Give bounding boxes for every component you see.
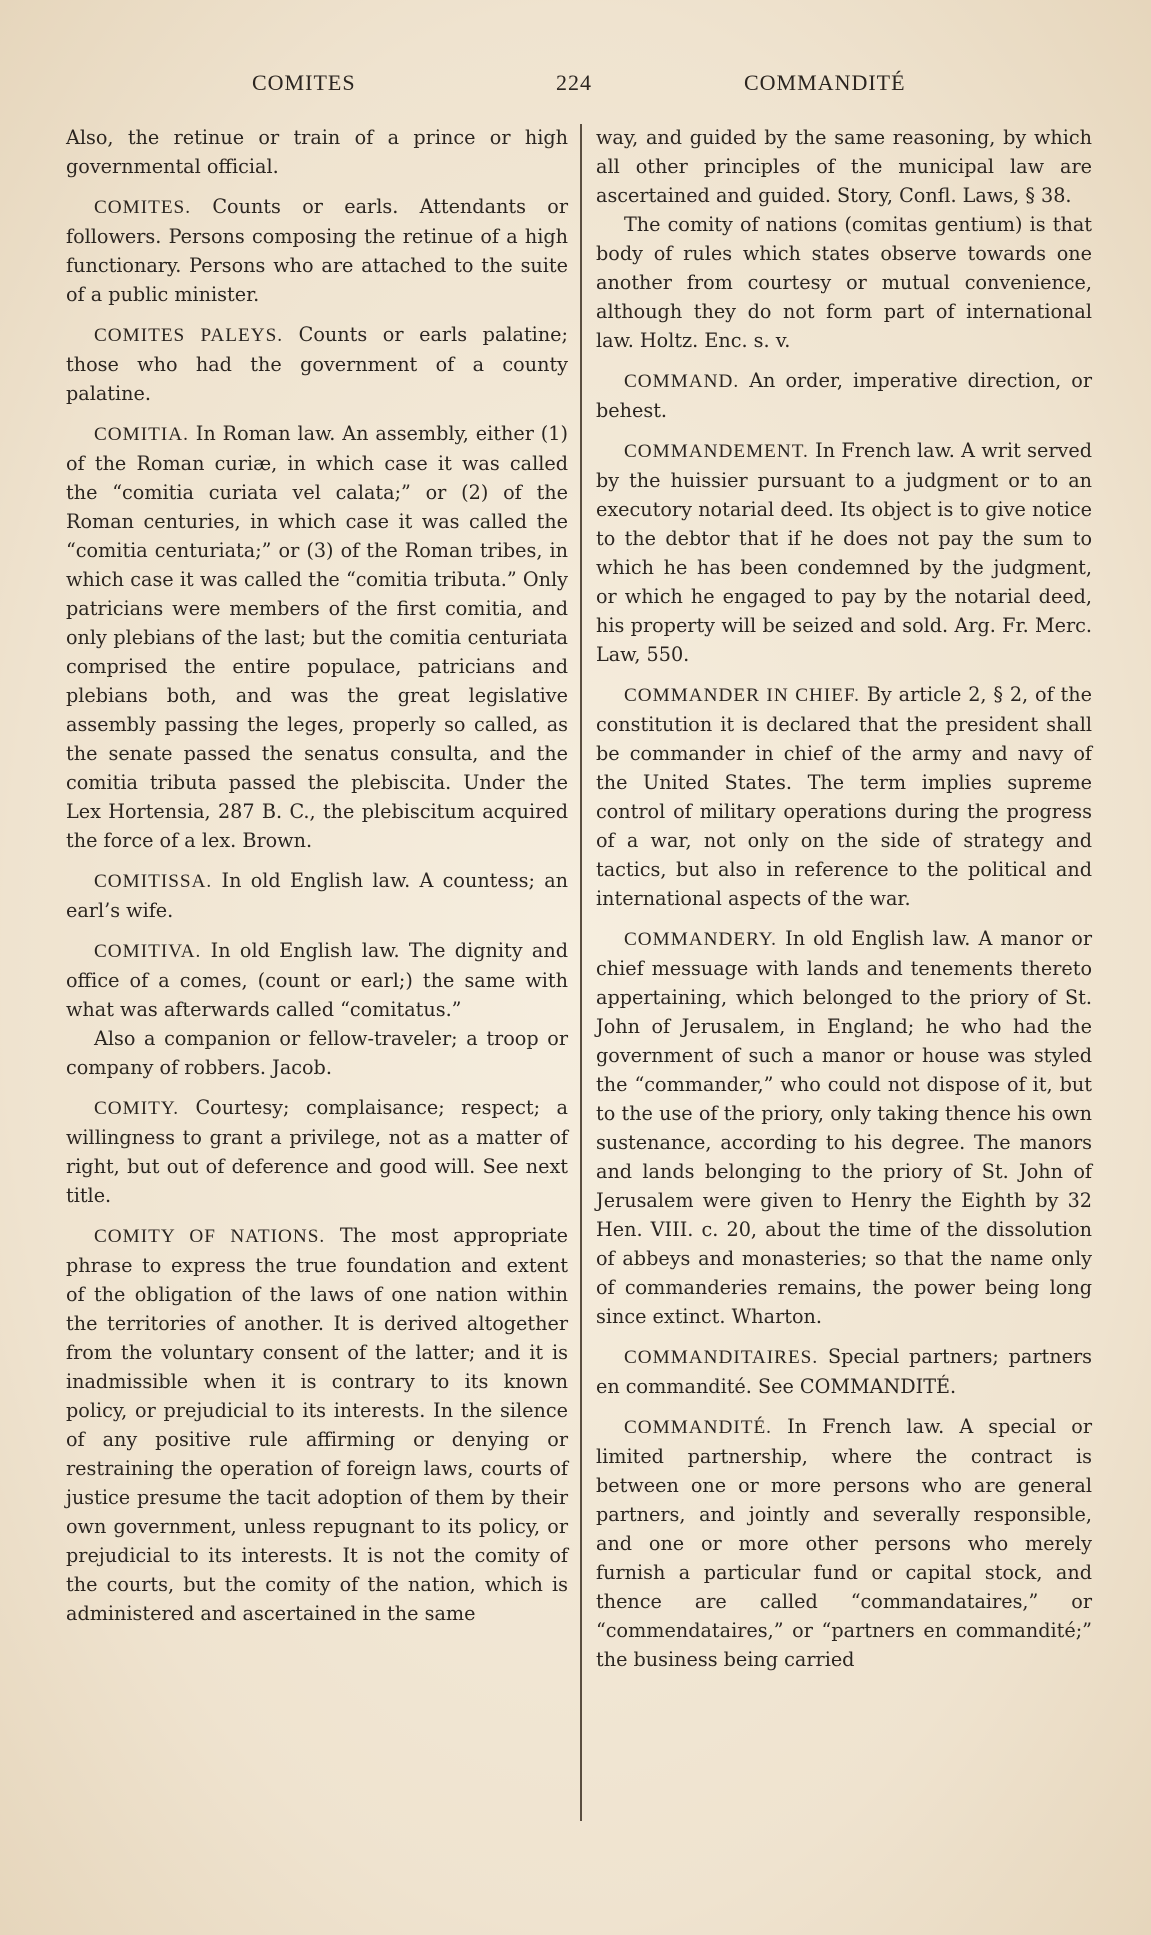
entry-text: An order, imperative direction, or behest. bbox=[596, 369, 1092, 422]
headword: COMITES. bbox=[94, 197, 192, 218]
running-header bbox=[66, 70, 1096, 104]
headword: COMITY OF NATIONS. bbox=[94, 1226, 326, 1247]
entry-text: Special partners; partners en commandité. See COMMANDITÉ. bbox=[596, 1345, 1092, 1398]
header-right-guideword: COMMANDITÉ bbox=[744, 70, 906, 95]
header-left-guideword: COMITES bbox=[252, 70, 356, 95]
entry-continuation bbox=[66, 1024, 568, 1082]
entry-continuation bbox=[596, 123, 1092, 210]
entry-commanditaires bbox=[596, 1342, 1092, 1401]
entry-text: Counts or earls. Attendants or followers. Persons composing the retinue of a high functionary. Persons who are attached to the suite of a public minister. bbox=[66, 195, 568, 306]
entry-comitiva bbox=[66, 936, 568, 1024]
entry-text: way, and guided by the same reasoning, by which all other principles of the municipal law are ascertained and guided. Story, Confl. Laws, § 38. bbox=[596, 126, 1092, 207]
entry-paragraph bbox=[596, 210, 1092, 355]
entry-text: The most appropriate phrase to express the true foundation and extent of the obligation of the laws of one nation within the territories of another. It is derived altogether from the voluntary consent of the latter; and it is inadmissible when it is contrary to its known policy, or prejudicial to its interests. In the silence of any positive rule affirming or denying or restraining the operation of foreign laws, courts of justice presume the tacit adoption of them by their own government, unless repugnant to its policy, or prejudicial to its interests. It is not the comity of the courts, but the comity of the nation, which is administered and ascertained in the same bbox=[66, 1224, 568, 1625]
entry-command bbox=[596, 366, 1092, 425]
entry-commandery bbox=[596, 924, 1092, 1331]
page-number: 224 bbox=[556, 70, 592, 95]
left-column bbox=[66, 123, 568, 1639]
headword: COMMANDITÉ. bbox=[624, 1417, 772, 1438]
headword: COMMANDITAIRES. bbox=[624, 1347, 819, 1368]
headword: COMMANDERY. bbox=[624, 929, 777, 950]
entry-comitia bbox=[66, 419, 568, 855]
entry-text: In old English law. A manor or chief messuage with lands and tenements thereto appertaining, which belonged to the priory of St. John of Jerusalem, in England; he who had the government of such a manor or house was styled the “commander,” who could not dispose of it, but to the use of the priory, only taking thence his own sustenance, according to his degree. The manors and lands belonging to the priory of St. John of Jerusalem were given to Henry the Eighth by 32 Hen. VIII. c. 20, about the time of the dissolution of abbeys and monasteries; so that the name only of commanderies remains, the power being long since extinct. Wharton. bbox=[596, 927, 1092, 1328]
entry-text: Counts or earls palatine; those who had the government of a county palatine. bbox=[66, 323, 568, 405]
right-column bbox=[596, 123, 1092, 1685]
entry-text: Also, the retinue or train of a prince or high governmental official. bbox=[66, 126, 568, 178]
entry-comity-of-nations bbox=[66, 1221, 568, 1628]
headword: COMITIVA. bbox=[94, 941, 202, 962]
entry-comites bbox=[66, 192, 568, 309]
column-divider bbox=[580, 124, 582, 1821]
entry-commander-in-chief bbox=[596, 680, 1092, 913]
headword: COMITES PALEYS. bbox=[94, 325, 284, 346]
entry-text: In Roman law. An assembly, either (1) of the Roman curiæ, in which case it was called the “comitia curiata vel calata;” or (2) of the Roman centuries, in which case it was called the “comitia centuriata;” or (3) of the Roman tribes, in which case it was called the “comitia tributa.” Only patricians were members of the first comitia, and only plebians of the last; but the comitia centuriata comprised the entire populace, patricians and plebians both, and was the great legislative assembly passing the leges, properly so called, as the senate passed the senatus consulta, and the comitia tributa passed the plebiscita. Under the Lex Hortensia, 287 B. C., the plebiscitum acquired the force of a lex. Brown. bbox=[66, 422, 568, 852]
entry-text: In French law. A writ served by the huissier pursuant to a judgment or to an executory notarial deed. Its object is to give notice to the debtor that if he does not pay the sum to which he has been condemned by the judgment, or which he engaged to pay by the notarial deed, his property will be seized and sold. Arg. Fr. Merc. Law, 550. bbox=[596, 439, 1092, 666]
entry-text: By article 2, § 2, of the constitution it is declared that the president shall be commander in chief of the army and navy of the United States. The term implies supreme control of military operations during the progress of a war, not only on the side of strategy and tactics, but also in reference to the political and international aspects of the war. bbox=[596, 683, 1092, 910]
headword: COMMANDEMENT. bbox=[624, 441, 809, 462]
entry-text: In old English law. A countess; an earl’s wife. bbox=[66, 869, 568, 922]
entry-comites-paleys bbox=[66, 320, 568, 408]
entry-text: In old English law. The dignity and office of a comes, (count or earl;) the same with what was afterwards called “comitatus.” bbox=[66, 939, 568, 1021]
headword: COMITISSA. bbox=[94, 871, 213, 892]
entry-comity bbox=[66, 1093, 568, 1210]
headword: COMITY. bbox=[94, 1098, 180, 1119]
entry-paragraph bbox=[66, 123, 568, 181]
headword: COMITIA. bbox=[94, 424, 189, 445]
entry-text: Courtesy; complaisance; respect; a willingness to grant a privilege, not as a matter of right, but out of deference and good will. See next title. bbox=[66, 1096, 568, 1207]
headword: COMMANDER IN CHIEF. bbox=[624, 685, 860, 706]
entry-commandement bbox=[596, 436, 1092, 669]
entry-commandite bbox=[596, 1412, 1092, 1674]
entry-text: In French law. A special or limited partnership, where the contract is between one or more persons who are general partners, and jointly and severally responsible, and one or more other persons who merely furnish a particular fund or capital stock, and thence are called “commandataires,” or “commendataires,” or “partners en commandité;” the business being carried bbox=[596, 1415, 1092, 1671]
entry-text: The comity of nations (comitas gentium) is that body of rules which states observe towards one another from courtesy or mutual convenience, although they do not form part of international law. Holtz. Enc. s. v. bbox=[596, 213, 1092, 352]
entry-text: Also a companion or fellow-traveler; a troop or company of robbers. Jacob. bbox=[66, 1027, 568, 1079]
entry-comitissa bbox=[66, 866, 568, 925]
headword: COMMAND. bbox=[624, 371, 740, 392]
